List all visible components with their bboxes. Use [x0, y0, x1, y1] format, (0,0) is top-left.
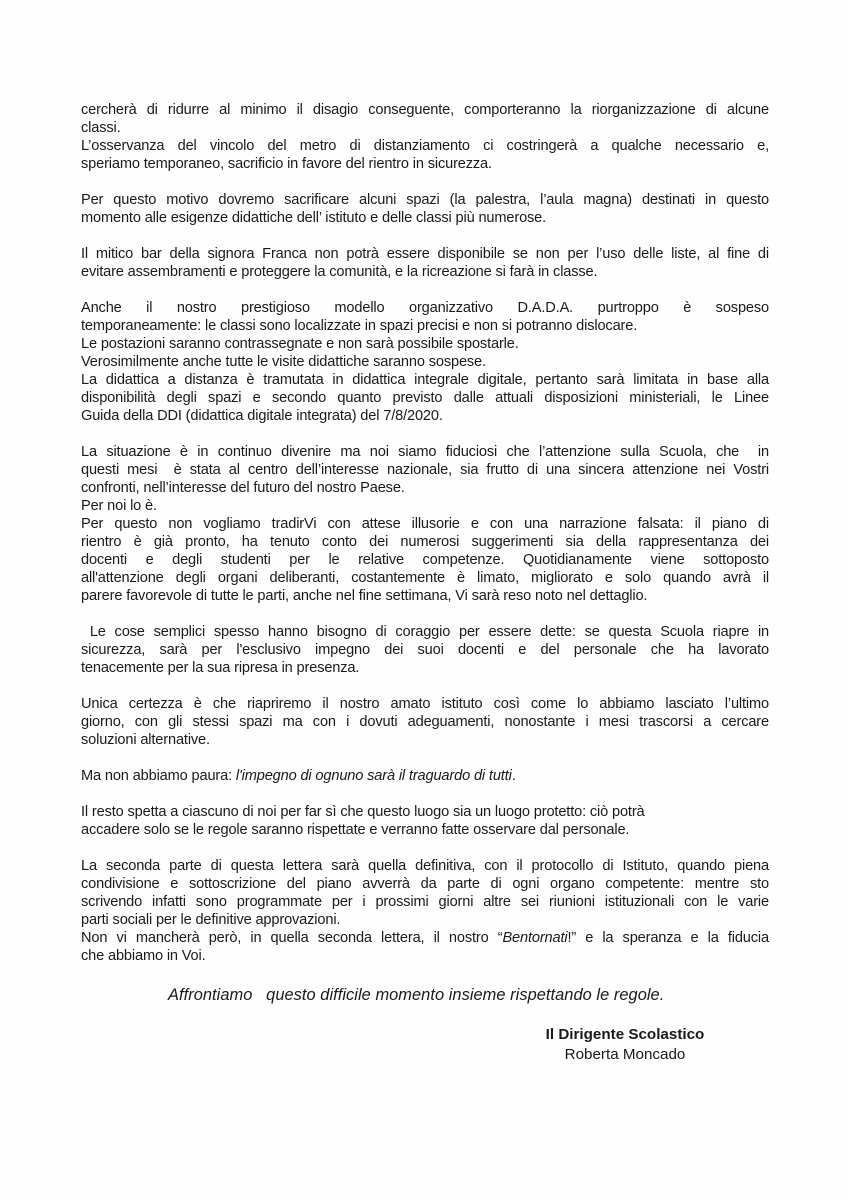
paragraph-line: Per questo motivo dovremo sacrificare alcuni spazi (la palestra, l’aula magna) destinati in questo	[81, 192, 769, 208]
paragraph	[81, 803, 769, 839]
signature-block	[520, 1025, 730, 1065]
paragraph-line: scrivendo infatti sono programmate per i prossimi giorni altre sei riunioni istituzionali con le varie	[81, 894, 769, 910]
paragraph	[81, 443, 769, 605]
paragraph-line: Unica certezza è che riapriremo il nostro amato istituto così come lo abbiamo lasciato l’ultimo	[81, 696, 769, 712]
paragraph-line: soluzioni alternative.	[81, 732, 210, 748]
paragraph-line: momento alle esigenze didattiche dell’ istituto e delle classi più numerose.	[81, 210, 547, 226]
paragraph-line: docenti e degli studenti per le relative competenze. Quotidianamente viene sottoposto	[81, 552, 769, 568]
paragraph-line: parti sociali per le definitive approvazioni.	[81, 912, 341, 928]
paragraph-line: che abbiamo in Voi.	[81, 948, 206, 964]
closing-statement: Affrontiamo questo difficile momento insieme rispettando le regole.	[168, 986, 665, 1004]
paragraph	[81, 299, 769, 425]
paragraph-line: all'attenzione degli organi deliberanti, costantemente è limato, migliorato e solo quando avrà il	[81, 570, 769, 586]
paragraph-line: tenacemente per la sua ripresa in presenza.	[81, 660, 360, 676]
paragraph-line: condivisione e sottoscrizione del piano avverrà da parte di ogni organo competente: mentre sto	[81, 876, 769, 892]
paragraph-line: La situazione è in continuo divenire ma noi siamo fiduciosi che l’attenzione sulla Scuola, che in	[81, 444, 769, 460]
text-run: .	[511, 768, 516, 784]
paragraph-line: confronti, nell’interesse del futuro del nostro Paese.	[81, 480, 405, 496]
paragraph-line	[81, 929, 769, 947]
paragraph-line: giorno, con gli stessi spazi ma con i dovuti adeguamenti, nonostante i mesi trascorsi a cercare	[81, 714, 769, 730]
paragraph-line: evitare assembramenti e proteggere la comunità, e la ricreazione si farà in classe.	[81, 264, 598, 280]
paragraph-line: Le postazioni saranno contrassegnate e non sarà possibile spostarle.	[81, 336, 519, 352]
paragraph-line: Anche il nostro prestigioso modello organizzativo D.A.D.A. purtroppo è sospeso	[81, 300, 769, 316]
paragraph-line: Guida della DDI (didattica digitale integrata) del 7/8/2020.	[81, 408, 443, 424]
paragraph	[81, 623, 769, 677]
paragraph	[81, 191, 769, 227]
paragraph-line: La seconda parte di questa lettera sarà quella definitiva, con il protocollo di Istituto, quando piena	[81, 858, 769, 874]
paragraph-line: Per questo non vogliamo tradirVi con attese illusorie e con una narrazione falsata: il piano di	[81, 516, 769, 532]
paragraph	[81, 767, 769, 785]
paragraph	[81, 245, 769, 281]
paragraph-line: rientro è già pronto, ha tenuto conto dei numerosi suggerimenti sia della rappresentanza dei	[81, 534, 769, 550]
text-run: !” e la speranza e la fiducia	[567, 930, 769, 946]
paragraph-line: temporaneamente: le classi sono localizzate in spazi precisi e non si potranno dislocare.	[81, 318, 638, 334]
paragraph-line: classi.	[81, 120, 121, 136]
paragraph-line: Verosimilmente anche tutte le visite didattiche saranno sospese.	[81, 354, 486, 370]
text-run: Non vi mancherà però, in quella seconda lettera, il nostro “	[81, 930, 503, 946]
paragraph-line: Le cose semplici spesso hanno bisogno di coraggio per essere dette: se questa Scuola riapre in	[81, 624, 770, 640]
italic-motto: l'impegno di ognuno sarà il traguardo di tutti	[235, 768, 512, 784]
paragraph-line: La didattica a distanza è tramutata in didattica integrale digitale, pertanto sarà limitata in base alla	[81, 372, 769, 388]
paragraph-line: Il mitico bar della signora Franca non potrà essere disponibile se non per l’uso delle liste, al fine di	[81, 246, 769, 262]
paragraph	[81, 695, 769, 749]
paragraph-line: parere favorevole di tutte le parti, anche nel fine settimana, Vi sarà reso noto nel dettaglio.	[81, 588, 648, 604]
signature-title: Il Dirigente Scolastico	[545, 1026, 705, 1043]
paragraph-line: L’osservanza del vincolo del metro di distanziamento ci costringerà a qualche necessario e,	[81, 138, 769, 154]
text-run: Ma non abbiamo paura:	[81, 768, 236, 784]
paragraph-line: sicurezza, sarà per l'esclusivo impegno dei suoi docenti e del personale che ha lavorato	[81, 642, 769, 658]
paragraph-line: cercherà di ridurre al minimo il disagio conseguente, comporteranno la riorganizzazione di alcune	[81, 102, 769, 118]
paragraph	[81, 857, 769, 965]
paragraph-line: speriamo temporaneo, sacrificio in favore del rientro in sicurezza.	[81, 156, 492, 172]
paragraph	[81, 101, 769, 173]
paragraph-line	[81, 767, 769, 785]
italic-word: Bentornati	[502, 930, 568, 946]
paragraph-line: disponibilità degli spazi e secondo quanto previsto dalle attuali disposizioni ministeriali, le Linee	[81, 390, 769, 406]
signature-name: Roberta Moncado	[564, 1046, 686, 1063]
paragraph-line: questi mesi è stata al centro dell’interesse nazionale, sia frutto di una sincera attenzione nei Vostri	[81, 462, 769, 478]
letter-body	[81, 101, 769, 983]
paragraph-line: Per noi lo è.	[81, 498, 157, 514]
paragraph-line: Il resto spetta a ciascuno di noi per far sì che questo luogo sia un luogo protetto: ciò potrà	[81, 804, 645, 820]
paragraph-line: accadere solo se le regole saranno rispettate e verranno fatte osservare dal personale.	[81, 822, 630, 838]
